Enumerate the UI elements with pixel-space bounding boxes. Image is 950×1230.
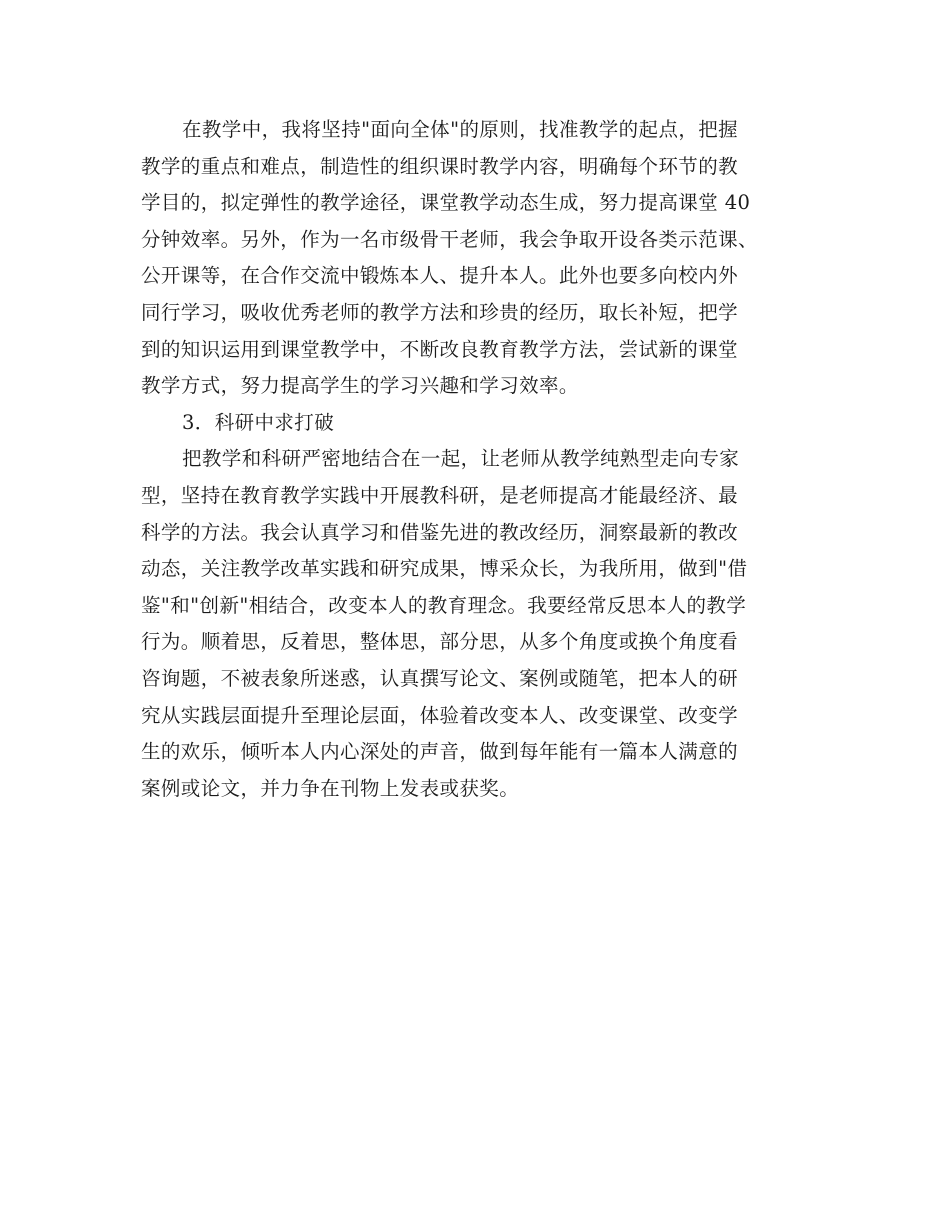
paragraph-line: 把教学和科研严密地结合在一起，让老师从教学纯熟型走向专家 bbox=[182, 447, 740, 471]
paragraph-line: 科学的方法。我会认真学习和借鉴先进的教改经历，洞察最新的教改 bbox=[141, 520, 739, 544]
paragraph-line: 究从实践层面提升至理论层面，体验着改变本人、改变课堂、改变学 bbox=[141, 703, 739, 727]
paragraph-line: 同行学习，吸收优秀老师的教学方法和珍贵的经历，取长补短，把学 bbox=[141, 300, 739, 324]
paragraph-line: 行为。顺着思，反着思，整体思，部分思，从多个角度或换个角度看 bbox=[141, 630, 739, 654]
paragraph-line: 鉴"和"创新"相结合，改变本人的教育理念。我要经常反思本人的教学 bbox=[141, 593, 747, 617]
paragraph-line: 教学的重点和难点，制造性的组织课时教学内容，明确每个环节的教 bbox=[141, 154, 739, 178]
paragraph-line: 分钟效率。另外，作为一名市级骨干老师，我会争取开设各类示范课、 bbox=[141, 227, 758, 251]
paragraph-line: 在教学中，我将坚持"面向全体"的原则，找准教学的起点，把握 bbox=[182, 118, 739, 141]
paragraph-line: 到的知识运用到课堂教学中，不断改良教育教学方法，尝试新的课堂 bbox=[141, 337, 739, 361]
paragraph-line: 动态，关注教学改革实践和研究成果，博采众长，为我所用，做到"借 bbox=[141, 557, 748, 581]
paragraph-line: 案例或论文，并力争在刊物上发表或获奖。 bbox=[141, 776, 520, 800]
paragraph-line: 生的欢乐，倾听本人内心深处的声音，做到每年能有一篇本人满意的 bbox=[141, 740, 739, 764]
paragraph-line: 型，坚持在教育教学实践中开展教科研，是老师提高才能最经济、最 bbox=[141, 483, 739, 507]
paragraph-teaching bbox=[141, 112, 821, 405]
paragraph-line: 学目的，拟定弹性的教学途径，课堂教学动态生成，努力提高课堂 40 bbox=[141, 191, 751, 215]
paragraph-research bbox=[141, 441, 821, 807]
paragraph-line: 公开课等，在合作交流中锻炼本人、提升本人。此外也要多向校内外 bbox=[141, 264, 739, 288]
paragraph-line: 教学方式，努力提高学生的学习兴趣和学习效率。 bbox=[141, 374, 579, 398]
paragraph-line: 咨询题，不被表象所迷惑，认真撰写论文、案例或随笔，把本人的研 bbox=[141, 666, 739, 690]
section-heading: 3．科研中求打破 bbox=[182, 410, 335, 434]
document-body bbox=[141, 112, 821, 807]
